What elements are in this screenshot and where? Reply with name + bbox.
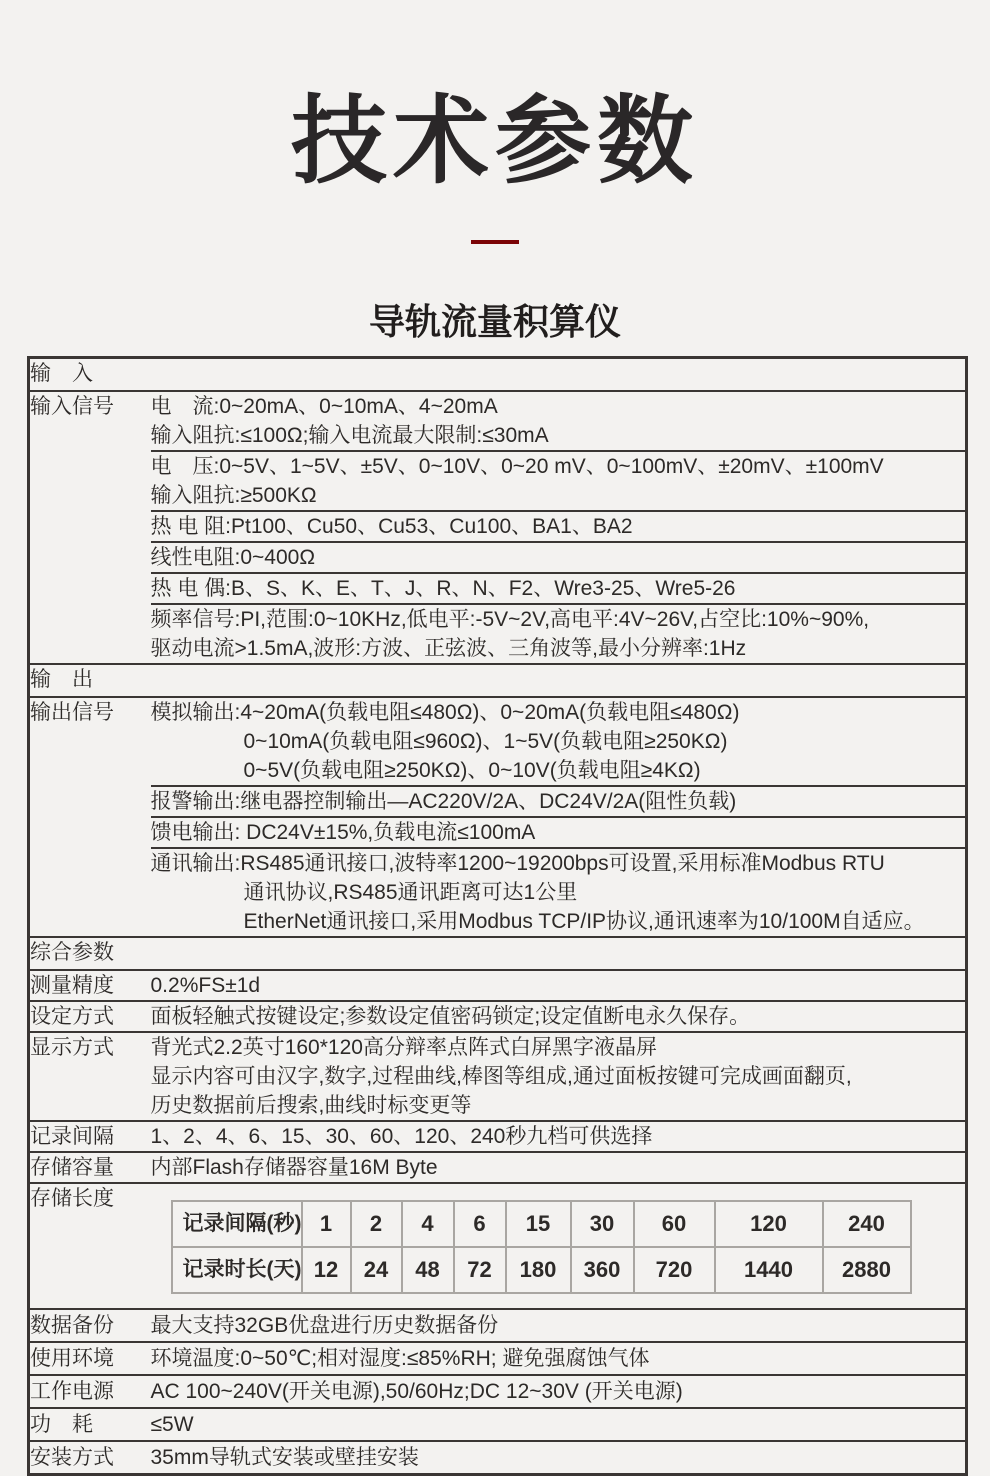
table-row (29, 970, 967, 1001)
table-row (29, 511, 967, 542)
storage-interval-cell: 4 (402, 1201, 454, 1247)
output-feed-cell (151, 817, 967, 848)
mounting-cell: 35mm导轨式安装或壁挂安装 (151, 1441, 967, 1475)
table-row (29, 1032, 967, 1121)
page-title: 技术参数 (291, 88, 699, 195)
spec-line: EtherNet通讯接口,采用Modbus TCP/IP协议,通讯速率为10/100M自适应。 (243, 910, 925, 934)
section-row-general (29, 937, 967, 970)
spec-line: 内部Flash存储器容量16M Byte (150, 1156, 438, 1180)
table-row (29, 848, 967, 937)
table-row (29, 604, 967, 664)
storage-length-label: 存储长度 (29, 1183, 151, 1309)
storage-duration-cell: 180 (506, 1247, 571, 1293)
spec-line: 通讯输出:RS485通讯接口,波特率1200~19200bps可设置,采用标准Modbus RTU (150, 852, 885, 876)
spec-line: 输入阻抗:≥500KΩ (150, 484, 317, 508)
storage-duration-cell: 72 (454, 1247, 506, 1293)
storage-length-table (171, 1200, 912, 1294)
storage-interval-cell: 240 (823, 1201, 911, 1247)
table-row (29, 573, 967, 604)
output-analog-cell (151, 697, 967, 786)
table-row (29, 451, 967, 511)
input-current-cell (151, 391, 967, 451)
input-linear-resistance-cell (151, 542, 967, 573)
spec-line: 面板轻触式按键设定;参数设定值密码锁定;设定值断电永久保存。 (150, 1005, 751, 1029)
environment-label: 使用环境 (29, 1342, 151, 1375)
storage-interval-cell: 6 (454, 1201, 506, 1247)
spec-line: 输入阻抗:≤100Ω;输入电流最大限制:≤30mA (150, 424, 549, 448)
section-header-general: 综合参数 (29, 937, 967, 970)
storage-duration-cell: 24 (351, 1247, 402, 1293)
table-row (29, 542, 967, 573)
storage-interval-row (172, 1201, 911, 1247)
input-rtd-cell (151, 511, 967, 542)
accent-dash (471, 240, 519, 244)
environment-cell: 环境温度:0~50℃;相对湿度:≤85%RH; 避免强腐蚀气体 (151, 1342, 967, 1375)
table-row (29, 786, 967, 817)
spec-line: 历史数据前后搜索,曲线时标变更等 (150, 1094, 472, 1118)
table-row (29, 1309, 967, 1342)
table-row (29, 1342, 967, 1375)
spec-line: 1、2、4、6、15、30、60、120、240秒九档可供选择 (150, 1125, 653, 1149)
output-alarm-cell (151, 786, 967, 817)
output-comm-cell (151, 848, 967, 937)
spec-line: 热 电 偶:B、S、K、E、T、J、R、N、F2、Wre3-25、Wre5-26 (150, 577, 736, 601)
power-supply-label: 工作电源 (29, 1375, 151, 1408)
input-frequency-cell (151, 604, 967, 664)
spec-line: 线性电阻:0~400Ω (150, 546, 316, 570)
spec-line: 报警输出:继电器控制输出—AC220V/2A、DC24V/2A(阻性负载) (150, 790, 737, 814)
storage-duration-cell: 2880 (823, 1247, 911, 1293)
storage-duration-cell: 12 (302, 1247, 351, 1293)
data-backup-label: 数据备份 (29, 1309, 151, 1342)
table-row (29, 1375, 967, 1408)
storage-duration-cell: 720 (634, 1247, 715, 1293)
spec-line: 频率信号:PI,范围:0~10KHz,低电平:-5V~2V,高电平:4V~26V,占空比:10%~90%, (150, 608, 870, 632)
accuracy-cell (151, 970, 967, 1001)
storage-capacity-cell (151, 1152, 967, 1183)
power-consumption-cell: ≤5W (151, 1408, 967, 1441)
storage-length-cell (151, 1183, 967, 1309)
spec-line: 电 压:0~5V、1~5V、±5V、0~10V、0~20 mV、0~100mV、±20mV、±100mV (150, 455, 884, 479)
table-row (29, 1441, 967, 1475)
table-row (29, 817, 967, 848)
spec-line: 0~5V(负载电阻≥250KΩ)、0~10V(负载电阻≥4KΩ) (243, 759, 701, 783)
spec-line: 通讯协议,RS485通讯距离可达1公里 (243, 881, 578, 905)
spec-line: 驱动电流>1.5mA,波形:方波、正弦波、三角波等,最小分辨率:1Hz (150, 637, 747, 661)
data-backup-cell: 最大支持32GB优盘进行历史数据备份 (151, 1309, 967, 1342)
section-header-input: 输 入 (29, 358, 967, 392)
input-voltage-cell (151, 451, 967, 511)
spec-line: 模拟输出:4~20mA(负载电阻≤480Ω)、0~20mA(负载电阻≤480Ω) (150, 701, 740, 725)
storage-duration-cell: 360 (571, 1247, 634, 1293)
storage-duration-cell: 48 (402, 1247, 454, 1293)
record-interval-cell (151, 1121, 967, 1152)
section-row-input (29, 358, 967, 392)
storage-interval-header: 记录间隔(秒) (172, 1201, 302, 1247)
spec-line: 显示内容可由汉字,数字,过程曲线,棒图等组成,通过面板按键可完成画面翻页, (150, 1065, 852, 1089)
storage-duration-header: 记录时长(天) (172, 1247, 302, 1293)
product-subtitle: 导轨流量积算仪 (368, 301, 621, 342)
spec-line: 电 流:0~20mA、0~10mA、4~20mA (150, 395, 498, 419)
storage-interval-cell: 60 (634, 1201, 715, 1247)
spec-line: 0~10mA(负载电阻≤960Ω)、1~5V(负载电阻≥250KΩ) (243, 730, 728, 754)
storage-duration-cell: 1440 (715, 1247, 823, 1293)
storage-duration-row (172, 1247, 911, 1293)
storage-interval-cell: 15 (506, 1201, 571, 1247)
storage-interval-cell: 30 (571, 1201, 634, 1247)
power-supply-cell: AC 100~240V(开关电源),50/60Hz;DC 12~30V (开关电源) (151, 1375, 967, 1408)
storage-interval-cell: 2 (351, 1201, 402, 1247)
power-consumption-label: 功 耗 (29, 1408, 151, 1441)
display-mode-cell (151, 1032, 967, 1121)
storage-interval-cell: 1 (302, 1201, 351, 1247)
output-signal-label: 输出信号 (29, 697, 151, 937)
table-row (29, 1001, 967, 1032)
spec-table (27, 356, 968, 1476)
display-mode-label: 显示方式 (29, 1032, 151, 1121)
table-row (29, 1183, 967, 1309)
setting-method-cell (151, 1001, 967, 1032)
spec-line: 馈电输出: DC24V±15%,负载电流≤100mA (150, 821, 536, 845)
setting-method-label: 设定方式 (29, 1001, 151, 1032)
storage-capacity-label: 存储容量 (29, 1152, 151, 1183)
input-thermocouple-cell (151, 573, 967, 604)
table-row (29, 1152, 967, 1183)
input-signal-label: 输入信号 (29, 391, 151, 664)
table-row (29, 1121, 967, 1152)
spec-line: 背光式2.2英寸160*120高分辩率点阵式白屏黑字液晶屏 (150, 1036, 657, 1060)
section-header-output: 输 出 (29, 664, 967, 697)
table-row (29, 391, 967, 451)
record-interval-label: 记录间隔 (29, 1121, 151, 1152)
section-row-output (29, 664, 967, 697)
table-row (29, 697, 967, 786)
mounting-label: 安装方式 (29, 1441, 151, 1475)
storage-interval-cell: 120 (715, 1201, 823, 1247)
table-row (29, 1408, 967, 1441)
spec-line: 热 电 阻:Pt100、Cu50、Cu53、Cu100、BA1、BA2 (150, 515, 633, 539)
spec-line: 0.2%FS±1d (150, 974, 261, 998)
accuracy-label: 测量精度 (29, 970, 151, 1001)
